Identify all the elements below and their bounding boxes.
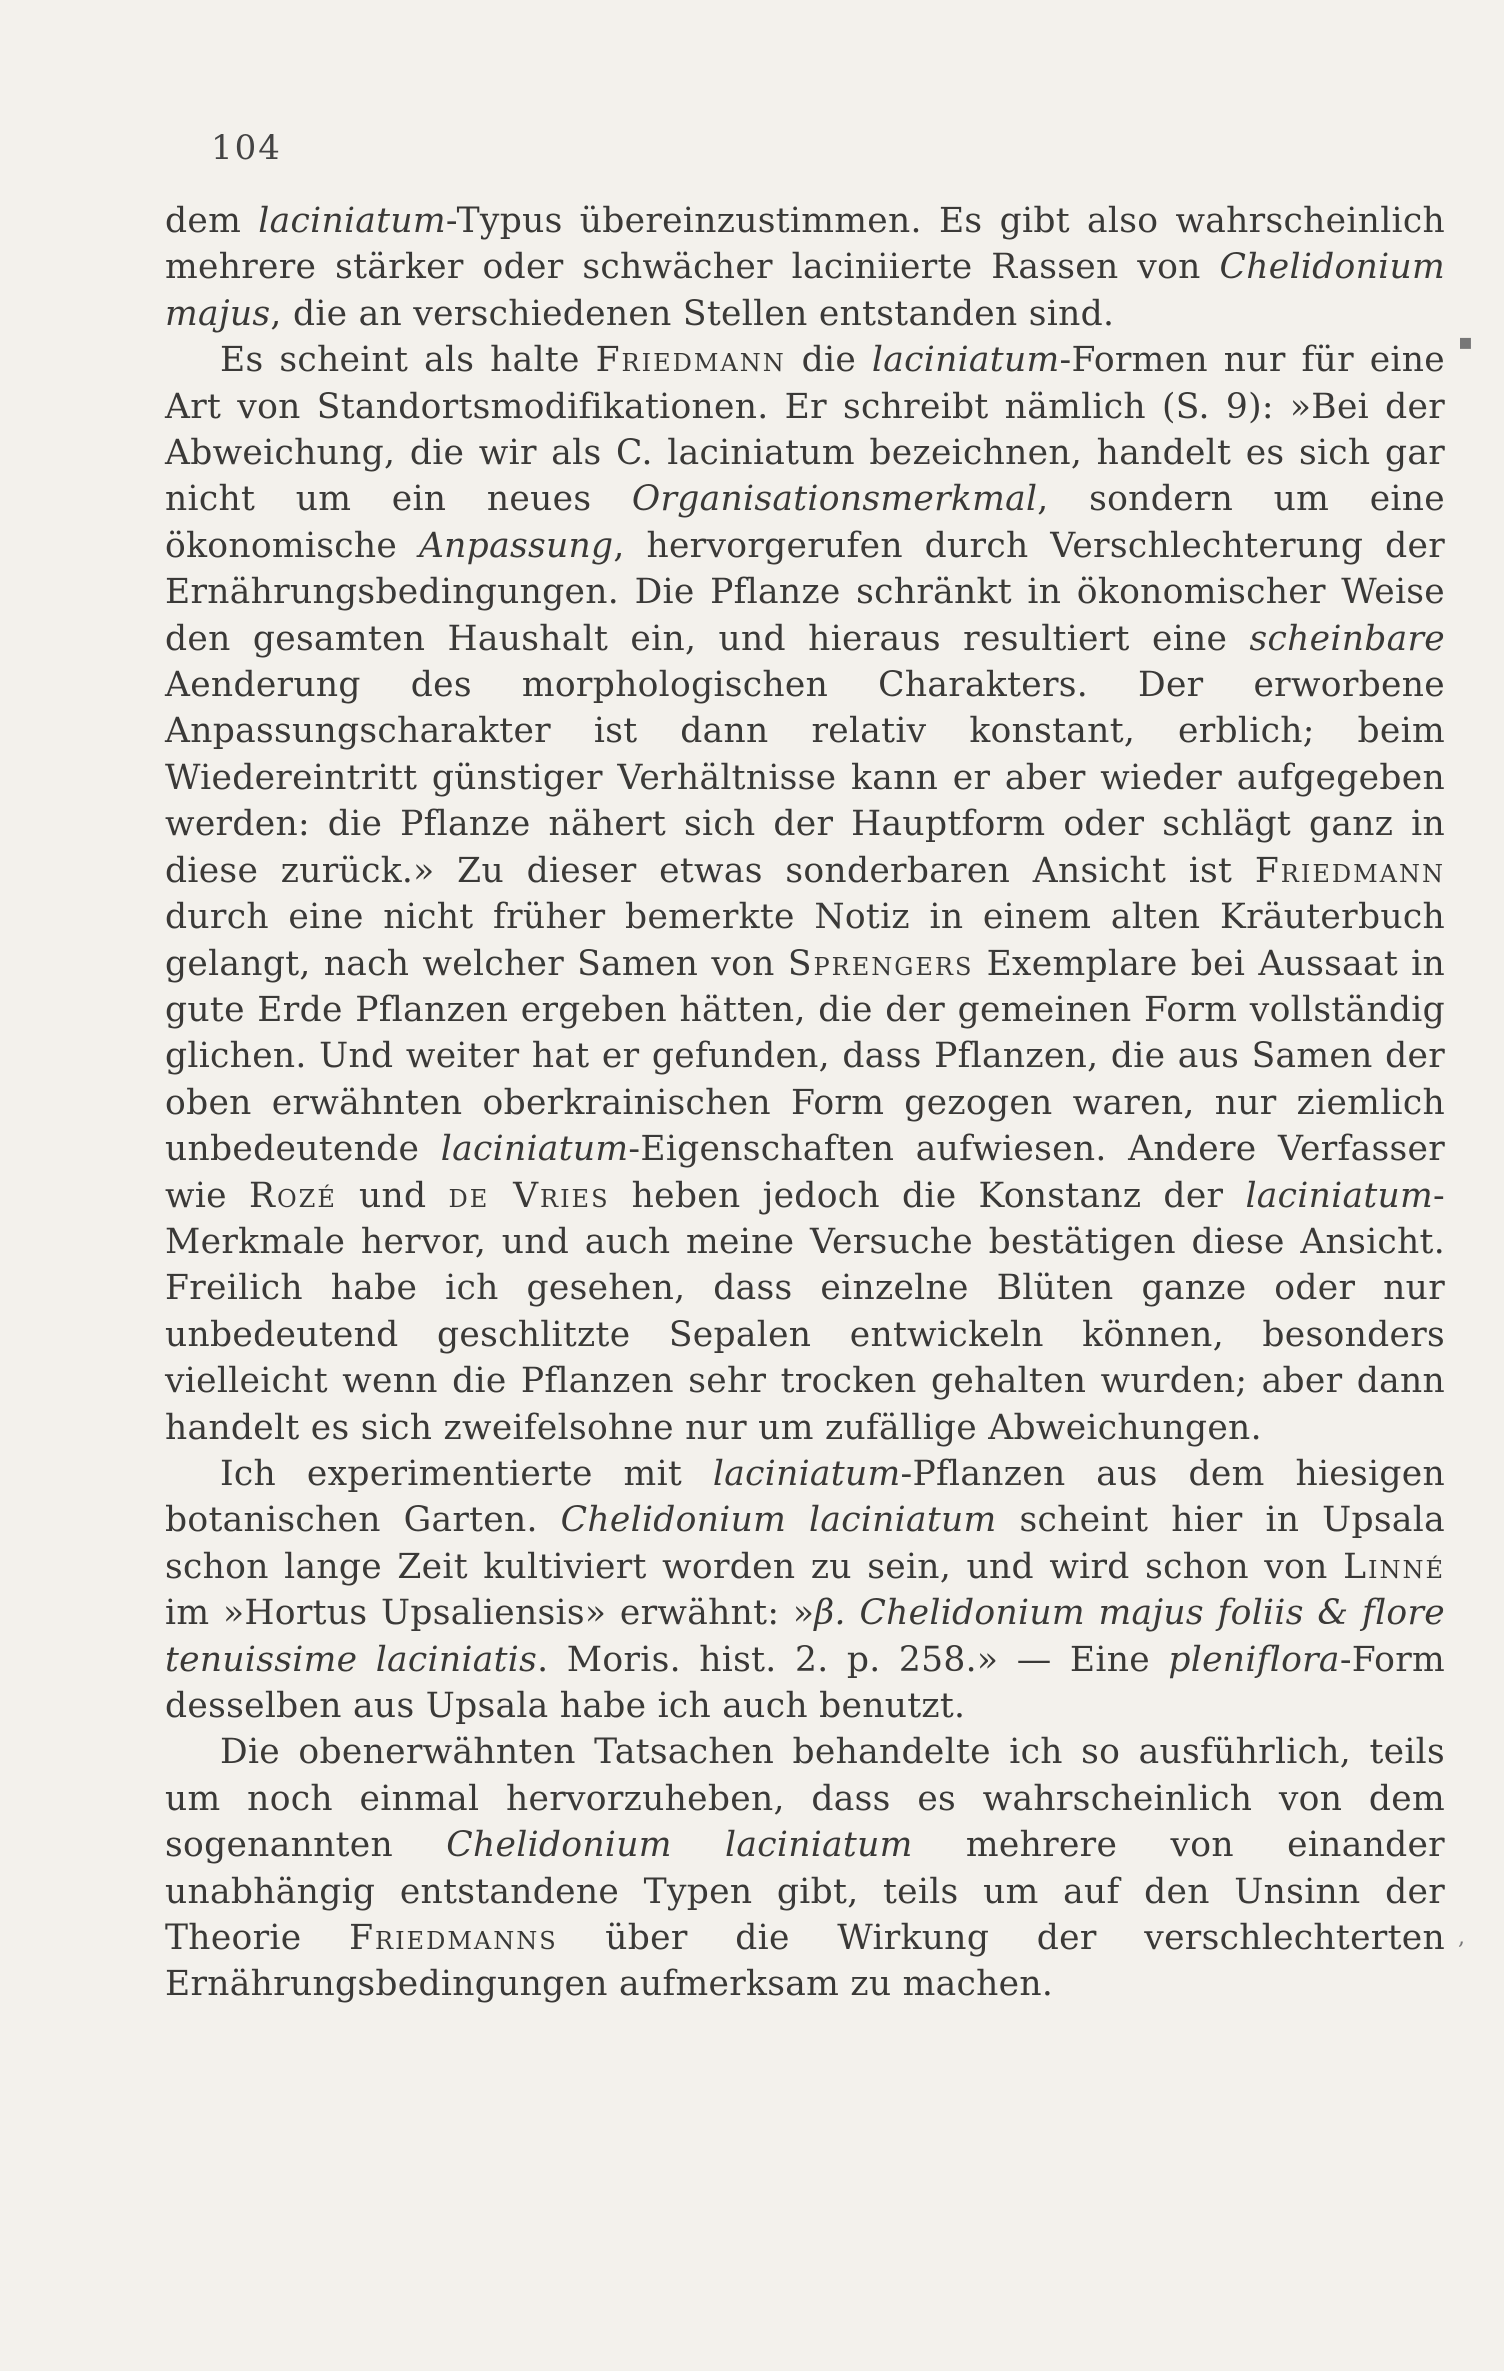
author-name: Friedmanns [349,1918,558,1959]
author-name: Friedmann [1254,850,1445,891]
page-body [165,198,1445,2008]
paragraph-1 [165,198,1445,337]
paragraph-2 [165,337,1445,1451]
italic-term: laciniatum [1245,1175,1434,1216]
text-run: Aenderung des morphologischen Charakters. Der erworbene Anpassungscharakter ist dann relativ konstant, erblich; beim Wiedereintritt günstiger Verhältnisse kann er aber wieder aufgegeben werden: die Pflanze nähert sich der Hauptform oder schlägt ganz in diese zurück.» Zu dieser etwas sonderbaren Ansicht ist [165,665,1445,891]
text-run: -Form desselben aus Upsala habe ich auch benutzt. [165,1639,1445,1726]
text-run: im »Hortus Upsaliensis» erwähnt: » [165,1593,815,1634]
text-run: heben jedoch die Konstanz der [609,1175,1246,1216]
italic-term: pleniflora [1168,1639,1340,1680]
text-run: Ich experimentierte mit [220,1453,713,1494]
text-run: , hervorgerufen durch Verschlechterung der Ernährungsbedingungen. Die Pflanze schränkt in ökonomischer Weise den gesamten Haushalt ein, und hieraus resultiert eine [165,525,1445,659]
italic-term: laciniatum [712,1453,901,1494]
margin-comma-mark: , [1458,1925,1465,1950]
text-run: -Typus übereinzustimmen. Es gibt also wahrscheinlich mehrere stärker oder schwächer laciniierte Rassen von [165,201,1445,288]
text-run: durch eine nicht früher bemerkte Notiz in einem alten Kräuterbuch gelangt, nach welcher Samen von [165,897,1445,984]
page-number: 104 [211,128,282,168]
margin-mark: ▪ [1458,330,1473,355]
italic-term: laciniatum [440,1129,629,1170]
text-run: . Moris. hist. 2. p. 258.» — Eine [537,1639,1169,1680]
text-run: über die Wirkung der verschlechterten Ernährungsbedingungen aufmerksam zu machen. [165,1918,1445,2005]
italic-term: Chelidonium majus [165,247,1445,334]
author-name: Sprengers [787,943,974,984]
author-name: Rozé [249,1175,337,1216]
italic-term: Organisationsmerkmal [631,479,1038,520]
italic-term: Chelidonium laciniatum [446,1825,913,1866]
author-name: Linné [1343,1546,1445,1587]
author-name: de Vries [448,1175,610,1216]
text-run: Die obenerwähnten Tatsachen behandelte ich so ausführlich, teils um noch einmal hervorzuheben, dass es wahrscheinlich von dem sogenannten [165,1732,1445,1866]
text-run: dem [165,201,259,241]
text-run: -Formen nur für eine Art von Standortsmodifikationen. Er schreibt nämlich (S. 9): »Bei der Abweichung, die wir als C. laciniatum bezeichnen, handelt es sich gar nicht um ein neues [165,340,1445,520]
paragraph-3 [165,1451,1445,1729]
italic-term: scheinbare [1249,618,1445,659]
paragraph-4 [165,1729,1445,2007]
text-run: Es scheint als halte [220,340,596,381]
author-name: Friedmann [595,340,786,381]
text-run: Exemplare bei Aussaat in gute Erde Pflanzen ergeben hätten, die der gemeinen Form vollständig glichen. Und weiter hat er gefunden, dass Pflanzen, die aus Samen der oben erwähnten oberkrainischen Form gezogen waren, nur ziemlich unbedeutende [165,943,1445,1170]
text-run: scheint hier in Upsala schon lange Zeit kultiviert worden zu sein, und wird schon von [165,1500,1446,1587]
italic-term: Anpassung [418,525,614,566]
italic-term: β. Chelidonium majus foliis & flore tenuissime laciniatis [165,1593,1445,1680]
text-run: , sondern um eine ökonomische [165,479,1445,566]
italic-term: Chelidonium laciniatum [560,1500,997,1541]
italic-term: laciniatum [258,201,446,241]
text-run: -Eigenschaften aufwiesen. Andere Verfasser wie [165,1129,1445,1216]
text-run: und [336,1175,449,1216]
text-run: die [785,340,872,381]
text-run: -Merkmale hervor, und auch meine Versuche bestätigen diese Ansicht. Freilich habe ich gesehen, dass einzelne Blüten ganze oder nur unbedeutend geschlitzte Sepalen entwickeln können, besonders vielleicht wenn die Pflanzen sehr trocken gehalten wurden; aber dann handelt es sich zweifelsohne nur um zufällige Abweichungen. [165,1175,1445,1448]
italic-term: laciniatum [871,340,1060,381]
text-run: -Pflanzen aus dem hiesigen botanischen Garten. [165,1453,1445,1541]
text-run: , die an verschiedenen Stellen entstanden sind. [270,293,1115,334]
text-run: mehrere von einander unabhängig entstandene Typen gibt, teils um auf den Unsinn der Theorie [165,1825,1445,1959]
